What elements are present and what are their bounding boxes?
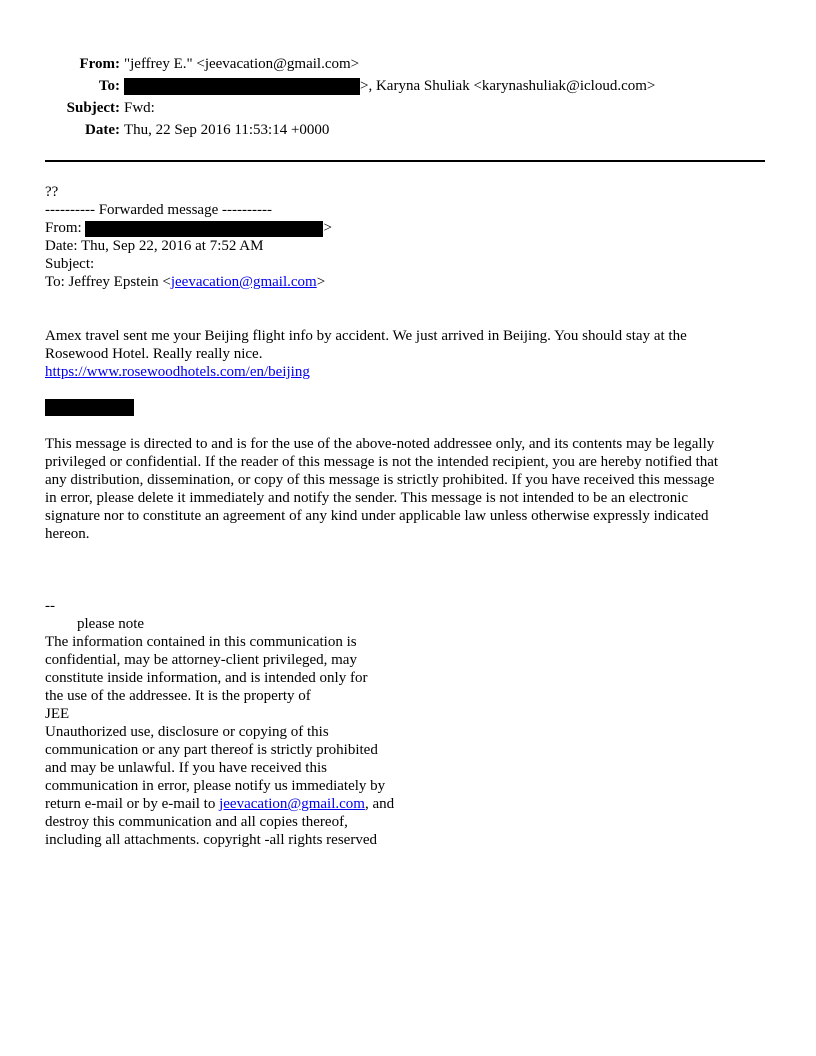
signature-line: and may be unlawful. If you have received this: [45, 760, 327, 776]
disclaimer-line: This message is directed to and is for the use of the above-noted addressee only, and its contents may be legally: [45, 436, 715, 452]
from-label: From:: [79, 56, 120, 72]
forwarded-from-tail: >: [323, 220, 332, 236]
signature-return-prefix: return e-mail or by e-mail to: [45, 796, 220, 812]
disclaimer-line: any distribution, dissemination, or copy of this message is strictly prohibited. If you have received this message: [45, 472, 715, 488]
redacted-line: [45, 399, 769, 417]
subject-label: Subject:: [66, 100, 120, 116]
opening-text: ??: [45, 184, 59, 200]
to-value: [124, 75, 655, 97]
signature-line: the use of the addressee. It is the property of: [45, 688, 311, 704]
forwarded-from-line: [45, 219, 769, 237]
signature-line: communication or any part thereof is strictly prohibited: [45, 742, 378, 758]
signature-line: JEE: [45, 706, 70, 722]
date-label: Date:: [85, 122, 120, 138]
forwarded-subject: Subject:: [45, 256, 95, 272]
from-value: "jeffrey E." <jeevacation@gmail.com>: [124, 56, 360, 72]
header-date-row: [0, 119, 816, 141]
forwarded-date: Date: Thu, Sep 22, 2016 at 7:52 AM: [45, 238, 264, 254]
message-line: Rosewood Hotel. Really really nice.: [45, 346, 263, 362]
forwarded-from-label: From:: [45, 220, 86, 236]
signature-line: communication in error, please notify us immediately by: [45, 778, 386, 794]
header-divider: [45, 160, 765, 162]
signature-return-line: [45, 795, 769, 813]
disclaimer-line: signature nor to constitute an agreement of any kind under applicable law unless otherwise expressly indicated: [45, 508, 709, 524]
date-value: Thu, 22 Sep 2016 11:53:14 +0000: [124, 122, 330, 138]
signature-please-note: please note: [77, 616, 145, 632]
disclaimer-line: privileged or confidential. If the reader of this message is not the intended recipient, you are hereby notified that: [45, 454, 719, 470]
signature: [45, 597, 769, 849]
forwarded-to-suffix: >: [316, 274, 326, 290]
email-header: [0, 53, 816, 141]
signature-line: The information contained in this communication is: [45, 634, 357, 650]
subject-value: Fwd:: [124, 100, 155, 116]
header-to-row: [0, 75, 816, 97]
signature-line: including all attachments. copyright -all rights reserved: [45, 832, 377, 848]
disclaimer-line: in error, please delete it immediately and notify the sender. This message is not intended to be an electronic: [45, 490, 689, 506]
to-label: To:: [98, 78, 120, 94]
signature-return-suffix: , and: [364, 796, 395, 812]
forwarded-to-prefix: To: Jeffrey Epstein <: [45, 274, 171, 290]
hotel-link[interactable]: https://www.rosewoodhotels.com/en/beijing: [45, 364, 310, 380]
forwarded-to-line: [45, 273, 769, 291]
signature-line: Unauthorized use, disclosure or copying of this: [45, 724, 329, 740]
signature-dashes: --: [45, 598, 55, 614]
signature-email-link[interactable]: jeevacation@gmail.com: [219, 796, 365, 812]
signature-line: confidential, may be attorney-client privileged, may: [45, 652, 357, 668]
header-from-row: [0, 53, 816, 75]
disclaimer-line: hereon.: [45, 526, 90, 542]
redaction-block: [45, 399, 134, 416]
hotel-link-line: [45, 363, 769, 381]
forwarded-to-email-link[interactable]: jeevacation@gmail.com: [170, 274, 317, 290]
disclaimer: [45, 435, 769, 543]
signature-line: destroy this communication and all copies thereof,: [45, 814, 348, 830]
email-body: [45, 183, 769, 849]
redaction-block: [124, 78, 360, 95]
redaction-block: [85, 221, 323, 237]
signature-line: constitute inside information, and is intended only for: [45, 670, 368, 686]
forwarded-marker: ---------- Forwarded message ----------: [45, 202, 272, 218]
to-recipients: >, Karyna Shuliak <karynashuliak@icloud.com>: [360, 78, 656, 94]
header-subject-row: [0, 97, 816, 119]
message-line: Amex travel sent me your Beijing flight info by accident. We just arrived in Beijing. You should stay at the: [45, 328, 687, 344]
